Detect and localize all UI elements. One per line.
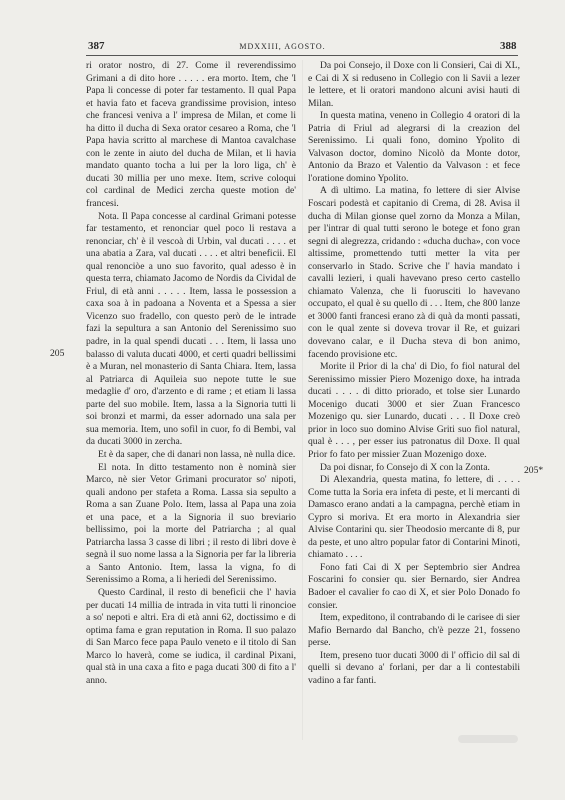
paragraph: Item, preseno tuor ducati 3000 di l' officio dil sal di quelli si devano a' forlani, per dar a li contestabili vadino a far fanti.: [308, 649, 520, 686]
paragraph: Et è da saper, che di danari non lassa, nè nulla dice.: [98, 448, 296, 460]
column-gutter: [302, 60, 303, 740]
page-number-right: 388: [500, 40, 517, 52]
page-number-left: 387: [88, 40, 105, 52]
paragraph: Da poi Consejo, il Doxe con li Consieri, Cai di XL, e Cai di X si reduseno in Collegio con li Savii a lezer le lettere, et li oratori mandono alcuni avisi hauti di Milan.: [308, 60, 520, 109]
paragraph: ri orator nostro, di 27. Come il reverendissimo Grimani a di dito hore . . . . . era morto. Item, che 'l Papa li concesse di poter far testamento. Il qual Papa et havia fato et faceva grandissime provision, inteso che francesi veniva a l' impresa de Milan, et come li ha ditto il ducha di Sexa orator cesareo a Roma, che 'l Papa havia scritto al marchese di Mantoa cavalchase con le zente in aiuto del ducha de Milan, et li havia mandato quanto tocha a lui per la loro liga, ch' è ducati 30 millia per uno mexe. Item, scrive coloqui col cardinal de Medici zercha queste motion de' francesi.: [86, 60, 296, 210]
paragraph: Di Alexandria, questa matina, fo lettere, di . . . . Come tutta la Soria era infeta di peste, et li mercanti di Damasco erano andati a la campagna, perchè etiam in Cypro si moriva. Et era morto in Alexandria sier Alvise Contarini qu. sier Theodosio mercante di 8, pur da peste, et uno altro popular fator di Contarini Minoti, chiamato . . . .: [308, 474, 520, 561]
paragraph: Questo Cardinal, il resto di beneficii che l' havia per ducati 14 millia de intrada in vita tutti li rinoncioe a so' nepoti e altri. Era di età anni 62, doctissimo e di optima fama e gran reputation in Roma. Il suo palazo di San Marco fece papa Paulo veneto e il titolo di San Marco lo haverà, come se iudica, il cardinal Pixani, qual stà in una caxa a fito e paga ducati 300 di fito a l' anno.: [86, 586, 296, 686]
paragraph: Nota. Il Papa concesse al cardinal Grimani potesse far testamento, et renonciar quel poco li restava a renonciar, ch' è il vescoà di Urbin, val ducati . . . . et una abatia a Zara, val ducati . . . . et altri beneficii. El qual renonciòe a uno suo favorito, qual adesso è in questa terra, chiamato Jacomo de Nordis da Cividal de Friul, di età anni . . . . . Item, lassa le possession a caxa soa à in padoana a Noventa et a Spessa a sier Vicenzo suo fradello, con questo però de le intrade fazi la sepultura a san Antonio del Serenissimo suo padre, in la qual spendi ducati . . . Item, li lassa uno balasso di valuta ducati 4000, et certi quadri bellissimi è a Muran, nel monasterio di Santa Chiara. Item, lassa al Patriarca di Aquileia suo nepote tutte le sue medaglie d' oro, d'arzento e di rame ; et etiam li lassa parte del suo mobile. Item, lassa a la Signoria tutti li soi bronzi et marmi, da esser adornado una sala per sua memoria. Item, uno sofil in cuor, fo di Bembi, val da ducati 3000 in zercha.: [86, 210, 296, 448]
paragraph: Da poi disnar, fo Consejo di X con la Zonta.: [320, 461, 490, 473]
paragraph: In questa matina, veneno in Collegio 4 oratori di la Patria di Friul ad alegrarsi di la creazion del Serenissimo. Li quali fono, domino Ypolito di Valvason doctor, domino Nicolò da Monte dotor, Antonio da Brazo et Valentio da Valvason : et fece l'oratione domino Ypolito.: [308, 110, 520, 184]
paragraph: Morite il Prior di la cha' di Dio, fo fiol natural del Serenissimo missier Piero Mozenigo doxe, ha intrada ducati . . . . di ditto priorado, et tolse sier Lunardo Mocenigo ducati 3000 et sier Zuan Francesco Mozenigo qu. sier Lunardo, ducati . . . Il Doxe creò prior in loco suo domino Alvise Griti suo fiol natural, qual è . . . , per esser ius patronatus dil Doxe. Il qual Prior fo fato per missier Zuan Mozenigo doxe.: [308, 361, 520, 460]
header-rule: [86, 55, 518, 56]
page-smudge: [458, 735, 518, 743]
paragraph: El nota. In ditto testamento non è nominà sier Marco, nè sier Vetor Grimani procurator so' nipoti, quali andono per stafeta a Roma. Lassa sia sepulto a Roma a san Zuane Polo. Item, lassa al Papa una zoia et una pace, et a la Signoria il suo breviario bellissimo, poi la morte del Patriarcha ; al qual Patriarcha lassa 3 casse di libri ; il resto di libri dove è segnà il suo nome lassa a la Signoria per far la libreria a Santo Antonio. Item, lassa la vigna, fo di Serenissimo a Roma, a li heriedi del Serenissimo.: [86, 461, 296, 586]
margin-number-left: 205: [50, 348, 65, 359]
paragraph: A dì ultimo. La matina, fo lettere di sier Alvise Foscari podestà et capitanio di Crema, di 28. Avisa il ducha di Milan gionse quel zorno da Monza a Milan, per l'intrar di qual tutti serono le botege et fono gran segni di alegrezza, cridando : «ducha ducha», con voce altissime, promettendo tutti metter la vita per conservarlo in Stado. Scrive che l' havia mandato i cavalli lezieri, i quali havevano preso certo castello chiamato Valenza, che li fuorusciti lo havevano occupato, el qual è su quello di . . . Item, che 800 lanze et 3000 fanti francesi erano zà di quà da monti passati, con le qual zente si doveva trovar il Re, et guizari dovevano calar, e il Ducha steva di bon animo, facendo provisione etc.: [308, 185, 520, 360]
running-title: MDXXIII, AGOSTO.: [239, 42, 326, 51]
paragraph: Item, expeditono, il contrabando di le carisee di sier Mafio Bernardo dal Bancho, ch'è pezze 21, fosseno perse.: [308, 612, 520, 649]
margin-number-right: 205*: [524, 465, 544, 476]
right-column: [308, 60, 520, 687]
left-column: [86, 60, 296, 687]
paragraph: Fono fati Cai di X per Septembrio sier Andrea Foscarini fo consier qu. sier Bernardo, sier Andrea Badoer el cavalier fo cao di X, et sier Polo Donado fo consier.: [308, 561, 520, 611]
